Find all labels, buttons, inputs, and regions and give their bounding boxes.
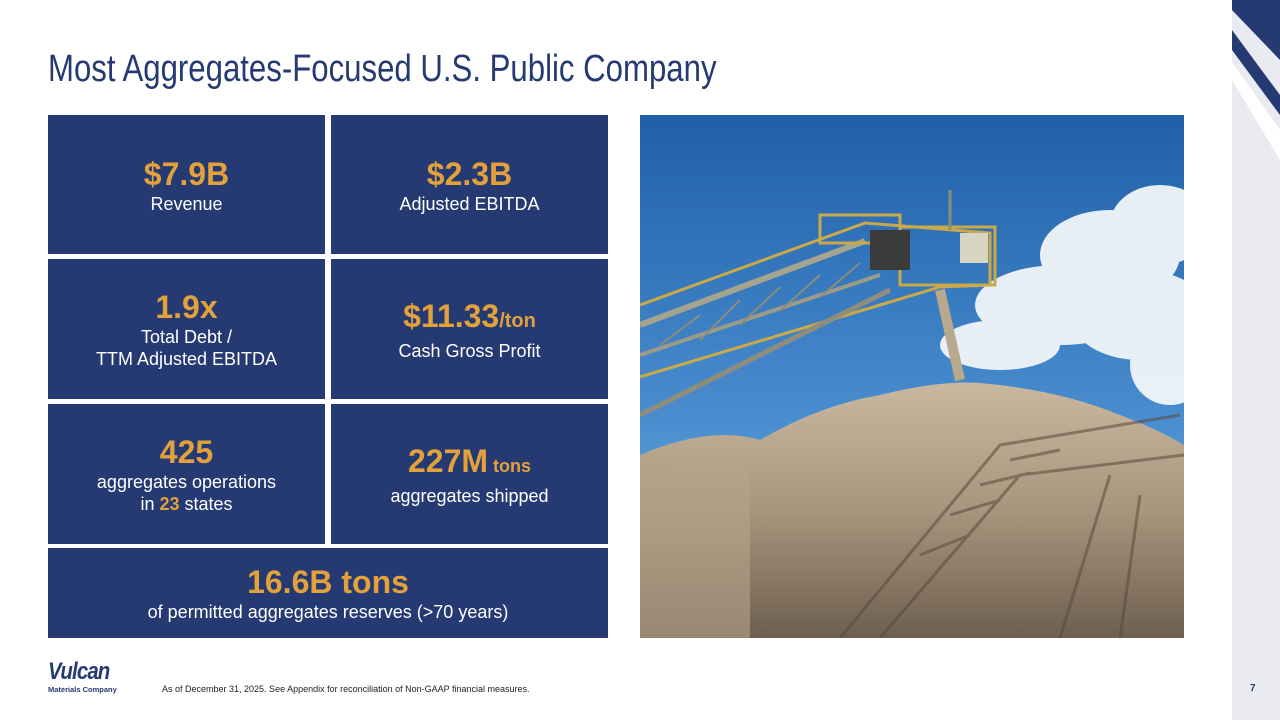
leverage-value: 1.9x <box>155 289 218 325</box>
operations-label-line1: aggregates operations <box>96 472 277 492</box>
operations-states-count: 23 <box>159 494 180 514</box>
leverage-tile <box>48 259 325 399</box>
ebitda-label: Adjusted EBITDA <box>399 193 540 214</box>
vulcan-logo <box>48 660 128 694</box>
stockpile-illustration <box>640 115 1184 638</box>
leverage-label-line2: TTM Adjusted EBITDA <box>95 349 278 369</box>
revenue-value: $7.9B <box>143 155 230 192</box>
gross-profit-value-row <box>403 297 536 340</box>
operations-label-suffix: states <box>179 494 233 514</box>
operations-label-line2 <box>140 493 232 515</box>
operations-value: 425 <box>159 434 214 470</box>
logo-wordmark: Vulcan <box>48 658 110 685</box>
operations-tile <box>48 404 325 544</box>
leverage-label-line1: Total Debt / <box>140 327 233 347</box>
reserves-label: of permitted aggregates reserves (>70 years) <box>147 602 509 622</box>
ebitda-tile <box>331 115 608 254</box>
shipped-tile <box>331 404 608 544</box>
operations-label-prefix: in <box>140 494 160 514</box>
footnote: As of December 31, 2025. See Appendix for reconciliation of Non-GAAP financial measures. <box>162 684 530 694</box>
page-number: 7 <box>1250 683 1256 694</box>
revenue-label: Revenue <box>150 193 223 214</box>
gross-profit-label: Cash Gross Profit <box>398 340 541 361</box>
reserves-tile <box>48 548 608 638</box>
ebitda-value: $2.3B <box>426 155 513 192</box>
shipped-value: 227M <box>407 442 489 479</box>
shipped-label: aggregates shipped <box>390 485 549 506</box>
reserves-value: 16.6B tons <box>247 564 409 600</box>
stripe-decoration <box>1232 0 1280 170</box>
logo-subtitle: Materials Company <box>48 685 117 694</box>
slide-title: Most Aggregates-Focused U.S. Public Company <box>48 48 717 90</box>
shipped-value-row <box>408 442 531 485</box>
gravel-pile-left <box>640 459 750 638</box>
stockpile-photo <box>640 115 1184 638</box>
gross-profit-tile <box>331 259 608 399</box>
shipped-unit: tons <box>488 455 532 476</box>
revenue-tile <box>48 115 325 254</box>
gross-profit-value: $11.33 <box>403 297 500 334</box>
gross-profit-unit: /ton <box>499 309 536 332</box>
